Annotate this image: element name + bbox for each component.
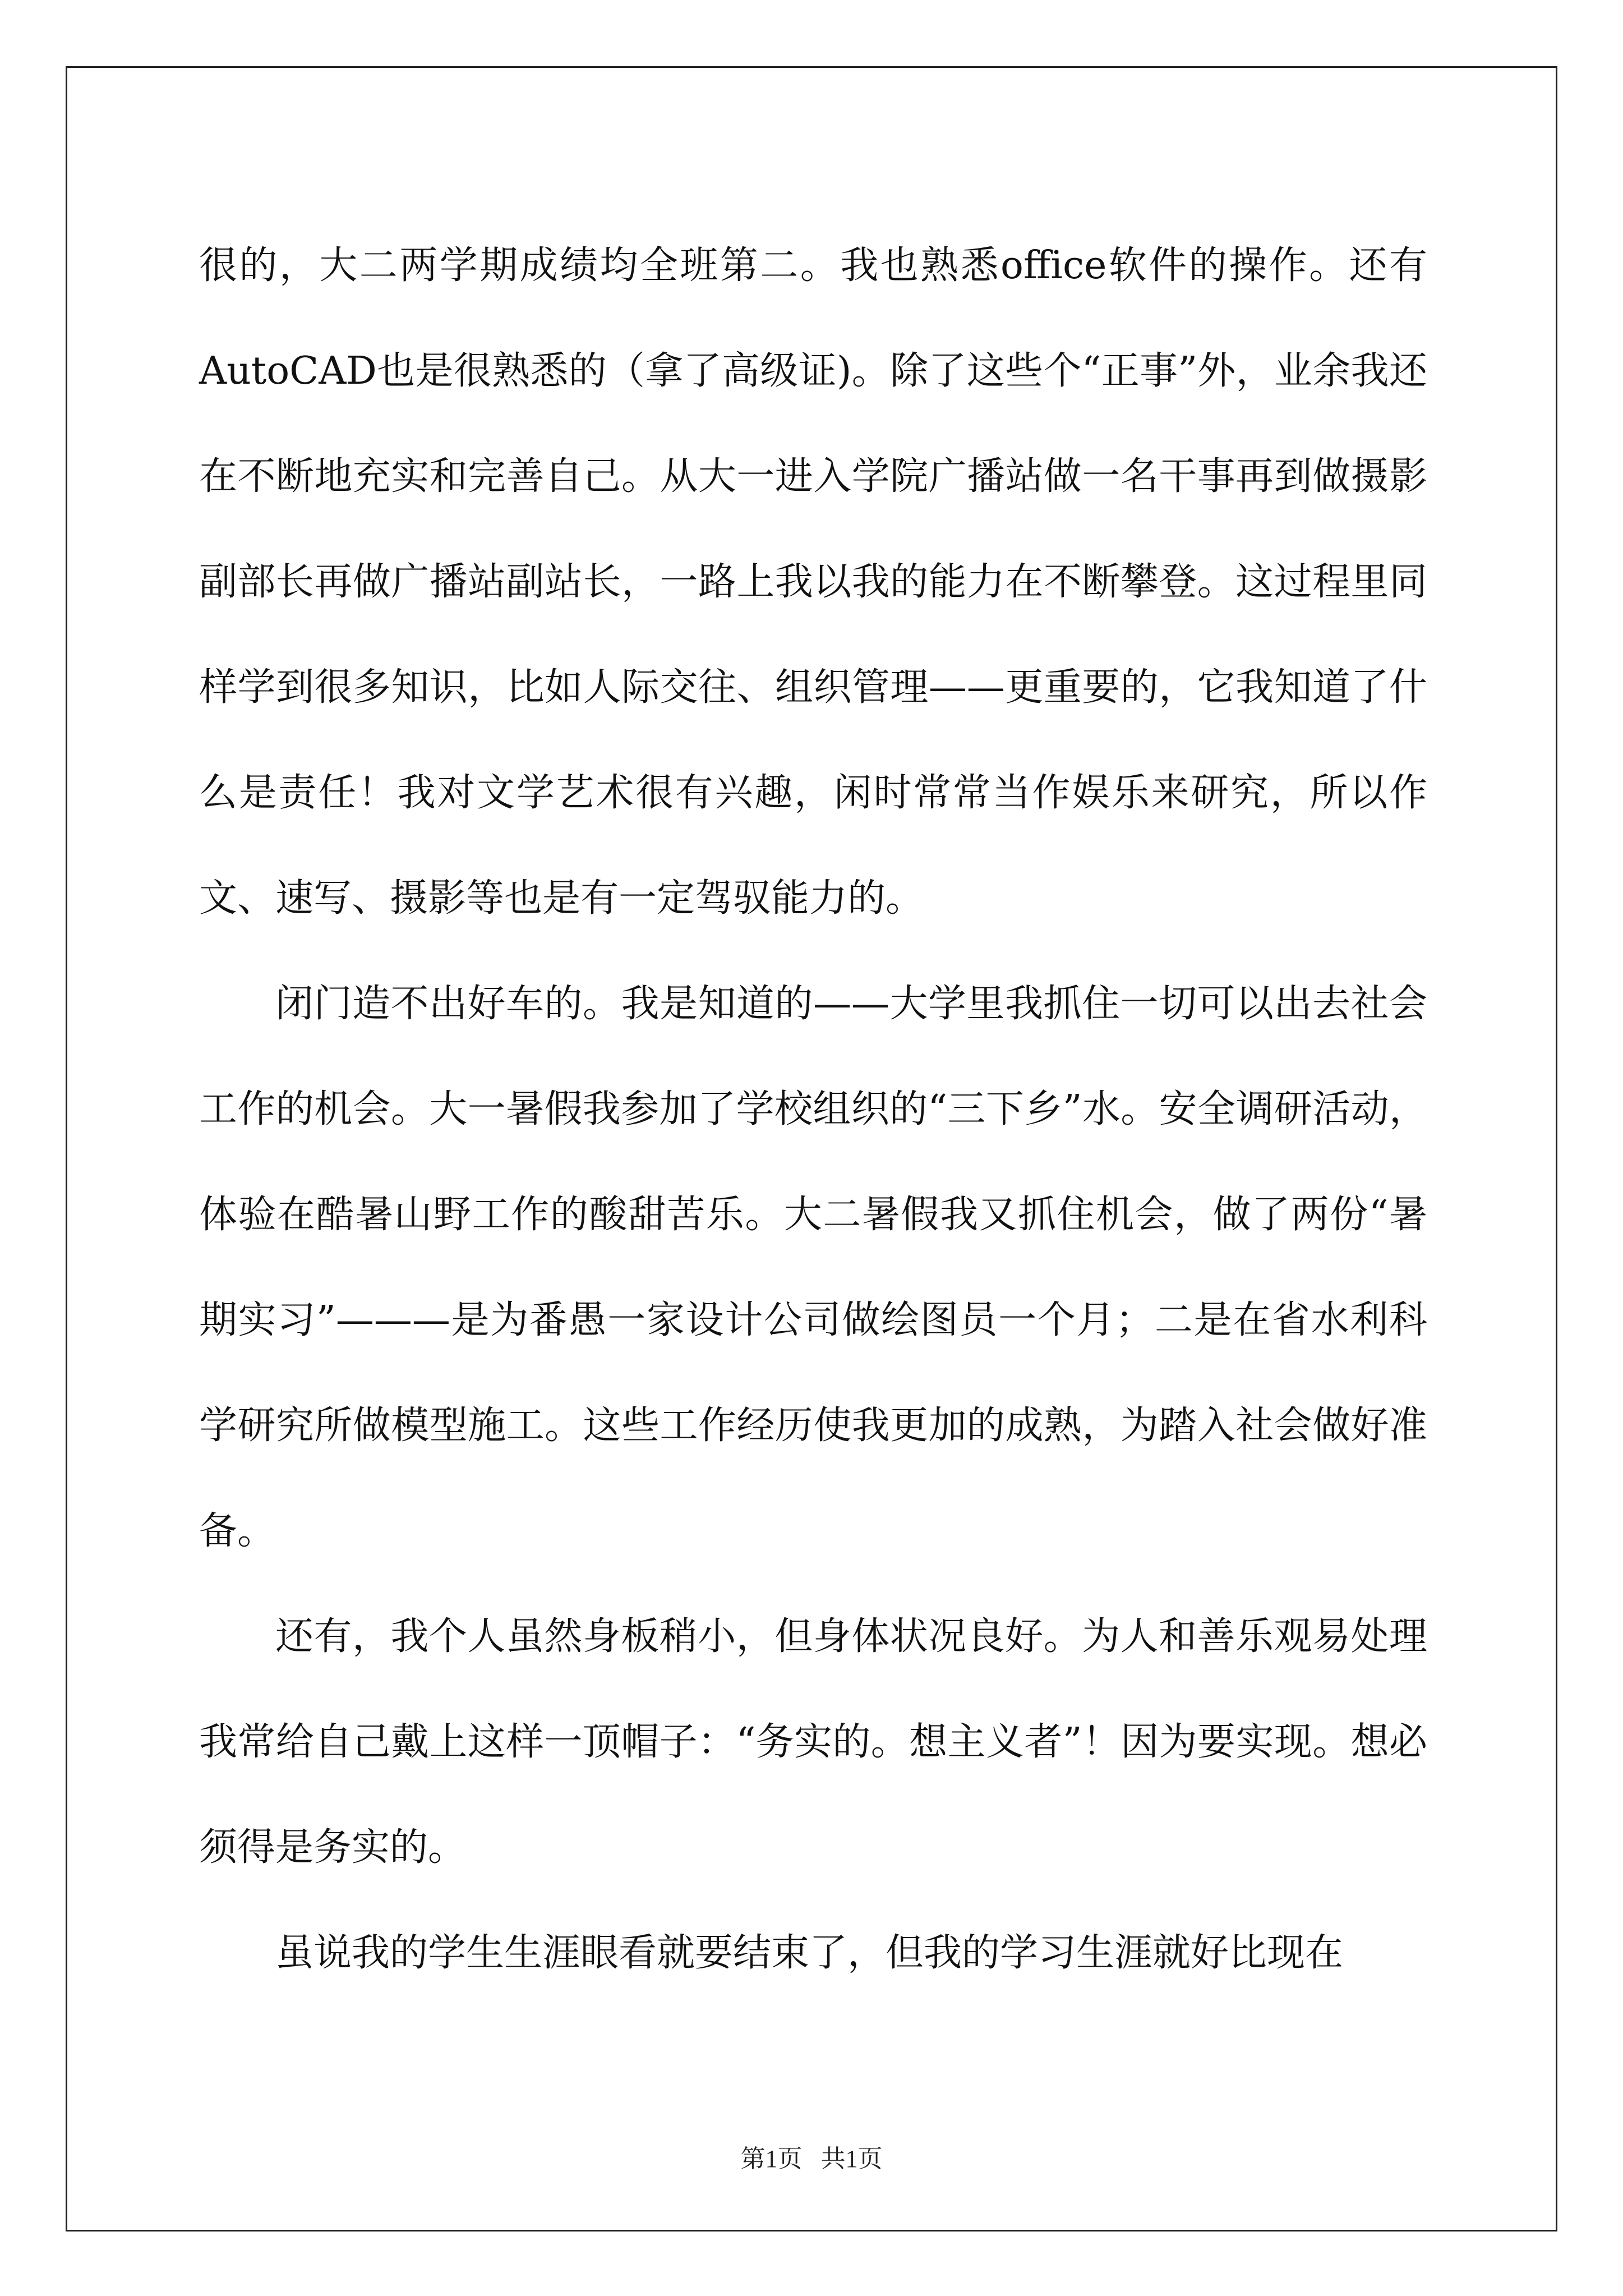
paragraph-1: 很的，大二两学期成绩均全班第二。我也熟悉office软件的操作。还有AutoCAD也是很熟悉的（拿了高级证)。除了这些个“正事”外，业余我还在不断地充实和完善自己。从大一进入学院广播站做一名干事再到做摄影副部长再做广播站副站长，一路上我以我的能力在不断攀登。这过程里同样学到很多知识，比如人际交往、组织管理——更重要的，它我知道了什么是责任！我对文学艺术很有兴趣，闲时常常当作娱乐来研究，所以作文、速写、摄影等也是有一定驾驭能力的。 xyxy=(199,243,1427,921)
paragraph-3: 还有，我个人虽然身板稍小，但身体状况良好。为人和善乐观易处理我常给自己戴上这样一顶帽子：“务实的。想主义者”！因为要实现。想必须得是务实的。 xyxy=(199,1614,1427,1870)
document-body xyxy=(199,213,1427,2006)
paragraph-4: 虽说我的学生生涯眼看就要结束了，但我的学习生涯就好比现在 xyxy=(275,1931,1344,1975)
paragraph-2: 闭门造不出好车的。我是知道的——大学里我抓住一切可以出去社会工作的机会。大一暑假我参加了学校组织的“三下乡”水。安全调研活动，体验在酷暑山野工作的酸甜苦乐。大二暑假我又抓住机会，做了两份“暑期实习”———是为番愚一家设计公司做绘图员一个月；二是在省水利科学研究所做模型施工。这些工作经历使我更加的成熟，为踏入社会做好准备。 xyxy=(199,982,1427,1553)
page-footer: 第1页 共1页 xyxy=(740,2145,883,2173)
